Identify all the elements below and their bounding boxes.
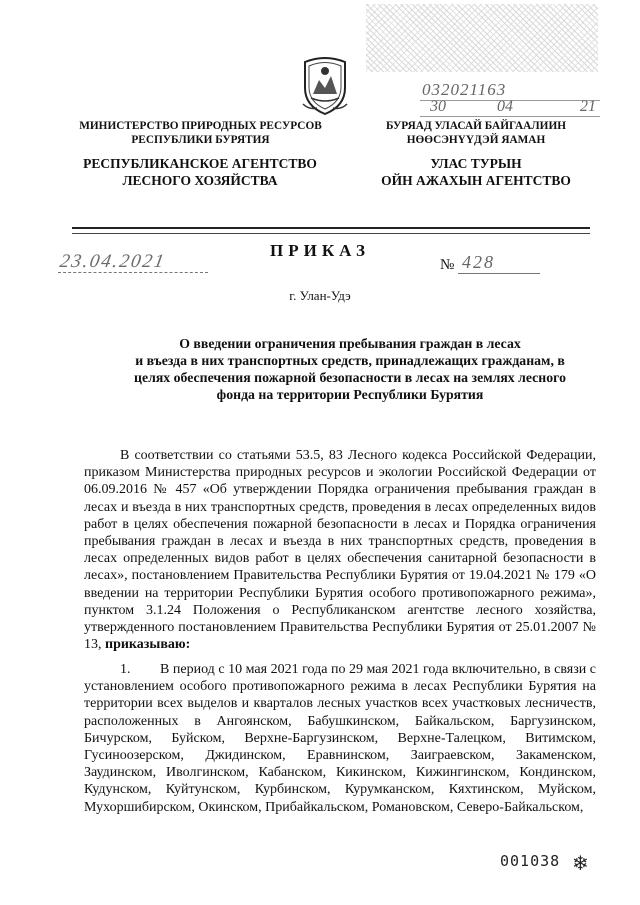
order-number-label: № <box>440 257 455 273</box>
order-item-1 <box>84 661 596 816</box>
header-rule-thick <box>72 227 590 229</box>
coat-of-arms-emblem <box>299 54 351 116</box>
order-subject: О введении ограничения пребывания граждан в лесах и въезда в них транспортных средств, принадлежащих гражданам, в целях обеспечения пожарной безопасности в лесах на землях лесного фонда на территории Республики Бурятия <box>134 336 566 402</box>
preamble-directive: приказываю: <box>105 637 191 653</box>
registration-number: 032021163 <box>422 80 507 99</box>
registration-date-line <box>420 116 600 117</box>
preamble-text: В соответствии со статьями 53.5, 83 Лесного кодекса Российской Федерации, приказом Министерства природных ресурсов и экологии Российской Федерации от 06.09.2016 № 457 «Об утверждении Порядка ограничения пребывания граждан в лесах и въезда в них транспортных средств, проведения в лесах определенных видов работ в целях обеспечения пожарной безопасности в лесах и Порядка ограничения пребывания граждан в лесах и въезда в них транспортных средств, проведения в лесах определенных видов работ в целях обеспечения санитарной безопасности в лесах», постановлением Правительства Республики Бурятия от 19.04.2021 № 179 «О введении на территории Республики Бурятия особого противопожарного режима», пунктом 3.1.24 Положения о Республиканском агентстве лесного хозяйства, утвержденного постановлением Правительства Республики Бурятия от 25.01.2007 № 13, <box>84 448 596 653</box>
order-date-line <box>58 272 208 273</box>
order-number-line <box>458 273 540 274</box>
header-rule-thin <box>72 233 590 234</box>
city-name: г. Улан-Удэ <box>289 288 351 303</box>
order-number-handwritten: 428 <box>462 252 495 272</box>
snowflake-mark-icon: ❄ <box>572 853 589 875</box>
form-serial-number: 001038 <box>500 852 561 870</box>
document-title: ПРИКАЗ <box>270 241 370 260</box>
item-number: 1. <box>120 662 131 677</box>
agency-name-buryat: УЛАС ТУРЫН ОЙН АЖАХЫН АГЕНТСТВО <box>381 156 571 188</box>
order-date-handwritten: 23.04.2021 <box>58 251 168 272</box>
ministry-name-russian: МИНИСТЕРСТВО ПРИРОДНЫХ РЕСУРСОВ РЕСПУБЛИКИ БУРЯТИЯ <box>79 120 322 146</box>
agency-name-russian: РЕСПУБЛИКАНСКОЕ АГЕНТСТВО ЛЕСНОГО ХОЗЯЙСТВА <box>83 156 317 188</box>
ministry-name-buryat: БУРЯАД УЛАСАЙ БАЙГААЛИИН НӨӨСЭНҮҮДЭЙ ЯАМАН <box>385 120 567 146</box>
item-text: В период с 10 мая 2021 года по 29 мая 2021 года включительно, в связи с установлением особого противопожарного режима в лесах Республики Бурятия на территории всех выделов и кварталов лесных участков всех участковых лесничеств, расположенных в Ангоянском, Бабушкинском, Байкальском, Баргузинском, Бичурском, Буйском, Верхне-Баргузинском, Верхне-Талецком, Витимском, Гусиноозерском, Джидинском, Еравнинском, Заиграевском, Закаменском, Заудинском, Иволгинском, Кабанском, Кикинском, Кижингинском, Кондинском, Кудунском, Куйтунском, Курбинском, Курумканском, Кяхтинском, Муйском, Мухоршибирском, Окинском, Прибайкальском, Романовском, Северо-Байкальском, <box>84 662 596 815</box>
preamble-paragraph <box>84 447 596 653</box>
registration-date: 30 04 21 <box>430 98 596 115</box>
registration-stamp <box>366 4 598 72</box>
